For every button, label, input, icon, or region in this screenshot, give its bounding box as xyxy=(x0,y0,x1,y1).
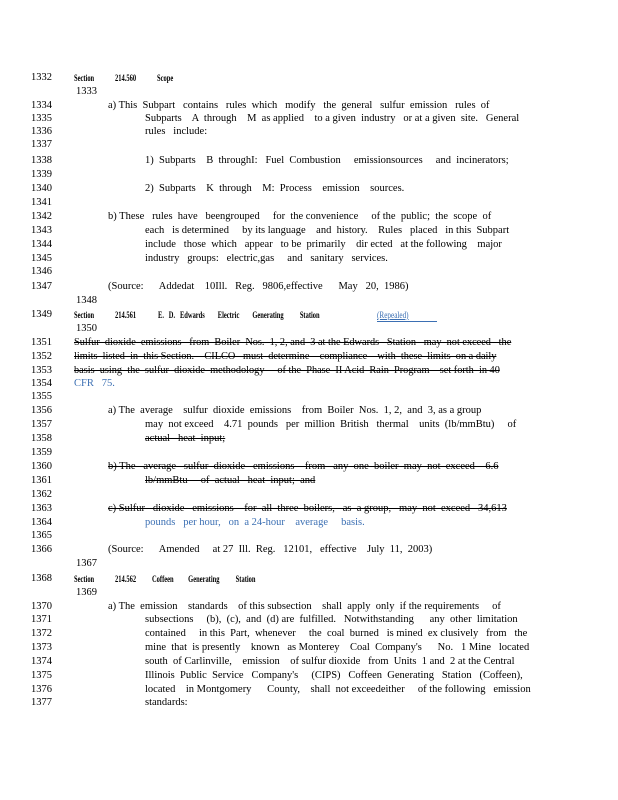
line-number: 1368 xyxy=(31,573,52,584)
line-number: 1360 xyxy=(31,461,52,472)
section-title: Coffeen Generating Station xyxy=(152,574,256,584)
section-label: Section xyxy=(74,310,95,320)
section-title: E. D. Edwards Electric Generating Station xyxy=(158,310,320,320)
repealed-underline xyxy=(377,321,437,322)
line-number: 1372 xyxy=(31,628,52,639)
line-number: 1351 xyxy=(31,337,52,348)
line-number: 1357 xyxy=(31,419,52,430)
line-number: 1363 xyxy=(31,503,52,514)
line-number: 1367 xyxy=(76,558,97,569)
line-number: 1358 xyxy=(31,433,52,444)
paragraph-b-line: b) These rules have beengrouped for the convenience of the public; the scope of xyxy=(108,211,492,222)
paragraph-a-line: subsections (b), (c), and (d) are fulfilled. Notwithstanding any other limitation xyxy=(145,614,518,625)
section-title: Scope xyxy=(157,73,174,83)
line-number: 1338 xyxy=(31,155,52,166)
source-note: (Source: Addedat 10Ill. Reg. 9806,effective May 20, 1986) xyxy=(108,281,409,292)
line-number: 1337 xyxy=(31,139,52,150)
line-number: 1336 xyxy=(31,126,52,137)
line-number: 1353 xyxy=(31,365,52,376)
paragraph-a-line: a) The emission standards of this subsection shall apply only if the requirements of xyxy=(108,601,501,612)
line-number: 1354 xyxy=(31,378,52,389)
section-number: 214.561 xyxy=(115,310,137,320)
paragraph-a-line: rules include: xyxy=(145,126,208,137)
paragraph-a-line: Subparts A through M as applied to a given industry or at a given site. General xyxy=(145,113,520,124)
paragraph-b-line: include those which appear to be primarily dir ected at the following major xyxy=(145,239,502,250)
section-number: 214.562 xyxy=(115,574,137,584)
line-number: 1348 xyxy=(76,295,97,306)
line-number: 1349 xyxy=(31,309,52,320)
line-number: 1359 xyxy=(31,447,52,458)
struck-paragraph-line: limits listed in this Section. CILCO must determine compliance with these limits on a daily xyxy=(74,351,497,362)
source-note: (Source: Amended at 27 Ill. Reg. 12101, effective July 11, 2003) xyxy=(108,544,433,555)
struck-paragraph-line: CFR 75. xyxy=(74,378,115,389)
line-number: 1364 xyxy=(31,517,52,528)
line-number: 1345 xyxy=(31,253,52,264)
line-number: 1377 xyxy=(31,697,52,708)
line-number: 1355 xyxy=(31,391,52,402)
repealed-tag: (Repealed) xyxy=(377,310,409,320)
subsection-a-line: a) The average sulfur dioxide emissions from Boiler Nos. 1, 2, and 3, as a group xyxy=(108,405,482,416)
line-number: 1347 xyxy=(31,281,52,292)
line-number: 1334 xyxy=(31,100,52,111)
line-number: 1332 xyxy=(31,72,52,83)
subsection-b-line: lb/mmBtu of actual heat input; and xyxy=(145,475,316,486)
line-number: 1361 xyxy=(31,475,52,486)
line-number: 1373 xyxy=(31,642,52,653)
line-number: 1366 xyxy=(31,544,52,555)
paragraph-a-line: located in Montgomery County, shall not exceedeither of the following emission xyxy=(145,684,531,695)
section-number: 214.560 xyxy=(115,73,137,83)
line-number: 1375 xyxy=(31,670,52,681)
paragraph-a-line: a) This Subpart contains rules which modify the general sulfur emission rules of xyxy=(108,100,490,111)
section-label: Section xyxy=(74,73,95,83)
line-number: 1374 xyxy=(31,656,52,667)
subsection-c-line: pounds per hour, on a 24-hour average basis. xyxy=(145,517,365,528)
paragraph-a-line: Illinois Public Service Company's (CIPS) Coffeen Generating Station (Coffeen), xyxy=(145,670,523,681)
subsection-a-line: may not exceed 4.71 pounds per million British thermal units (lb/mmBtu) of xyxy=(145,419,517,430)
paragraph-a-line: contained in this Part, whenever the coal burned is mined ex clusively from the xyxy=(145,628,528,639)
section-label: Section xyxy=(74,574,95,584)
list-item-2: 2) Subparts K through M: Process emission sources. xyxy=(145,183,405,194)
line-number: 1340 xyxy=(31,183,52,194)
line-number: 1376 xyxy=(31,684,52,695)
line-number: 1339 xyxy=(31,169,52,180)
line-number: 1356 xyxy=(31,405,52,416)
line-number: 1365 xyxy=(31,530,52,541)
line-number: 1362 xyxy=(31,489,52,500)
list-item-1: 1) Subparts B throughI: Fuel Combustion emissionsources and incinerators; xyxy=(145,155,509,166)
line-number: 1370 xyxy=(31,601,52,612)
line-number: 1350 xyxy=(76,323,97,334)
line-number: 1343 xyxy=(31,225,52,236)
line-number: 1369 xyxy=(76,587,97,598)
subsection-c-line: c) Sulfur dioxide emissions for all three boilers, as a group, may not exceed 34,613 xyxy=(108,503,507,514)
paragraph-b-line: industry groups: electric,gas and sanitary services. xyxy=(145,253,388,264)
line-number: 1346 xyxy=(31,266,52,277)
line-number: 1341 xyxy=(31,197,52,208)
paragraph-a-line: standards: xyxy=(145,697,188,708)
paragraph-a-line: mine that is presently known as Monterey Coal Company's No. 1 Mine located xyxy=(145,642,530,653)
line-number: 1352 xyxy=(31,351,52,362)
line-number: 1344 xyxy=(31,239,52,250)
paragraph-a-line: south of Carlinville, emission of sulfur dioxide from Units 1 and 2 at the Central xyxy=(145,656,515,667)
struck-paragraph-line: Sulfur dioxide emissions from Boiler Nos. 1, 2, and 3 at the Edwards Station may not exceed the xyxy=(74,337,512,348)
line-number: 1371 xyxy=(31,614,52,625)
paragraph-b-line: each is determined by its language and history. Rules placed in this Subpart xyxy=(145,225,510,236)
struck-paragraph-line: basis using the sulfur dioxide methodology of the Phase II Acid Rain Program set forth in 40 xyxy=(74,365,500,376)
subsection-b-line: b) The average sulfur dioxide emissions from any one boiler may not exceed 6.6 xyxy=(108,461,499,472)
line-number: 1333 xyxy=(76,86,97,97)
line-number: 1335 xyxy=(31,113,52,124)
subsection-a-line: actual heat input; xyxy=(145,433,226,444)
line-number: 1342 xyxy=(31,211,52,222)
